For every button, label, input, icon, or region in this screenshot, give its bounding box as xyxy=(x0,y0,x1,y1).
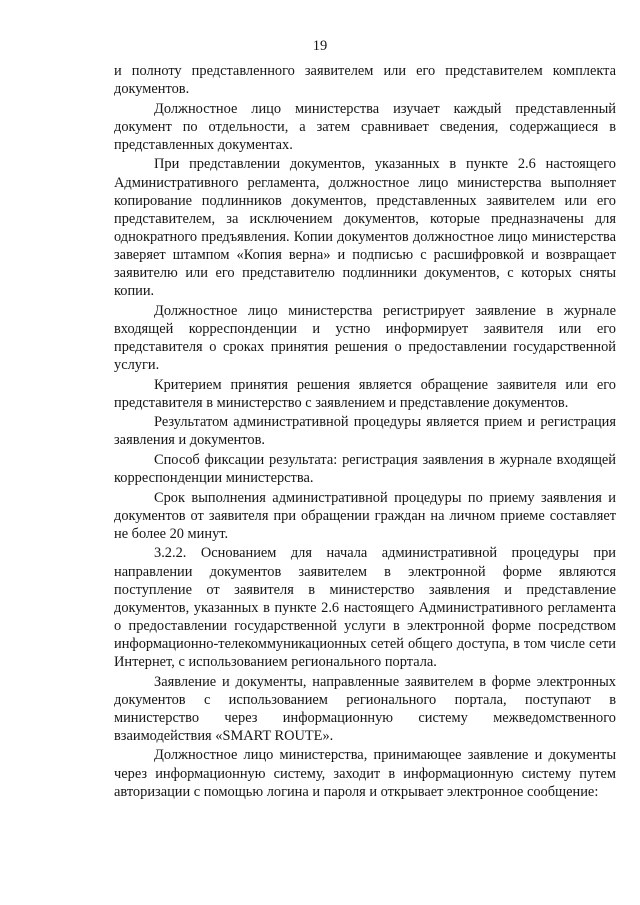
page-number: 19 xyxy=(312,38,328,54)
paragraph: Должностное лицо министерства изучает каждый представленный документ по отдельности, а затем сравнивает сведения, содержащиеся в представленных документах. xyxy=(114,100,616,153)
paragraph: 3.2.2. Основанием для начала административной процедуры при направлении документов заявителем в электронной форме являются поступление от заявителя в министерство заявления и представление документов, указанных в пункте 2.6 настоящего Административного регламента о предоставлении государственной услуги в электронной форме посредством информационно-телекоммуникационных сетей общего доступа, в том числе сети Интернет, с использованием регионального портала. xyxy=(114,545,616,670)
paragraph: Должностное лицо министерства регистрирует заявление в журнале входящей корреспонденции и устно информирует заявителя или его представителя о сроках принятия решения о предоставлении государственной услуги. xyxy=(114,302,616,373)
paragraph: и полноту представленного заявителем или его представителем комплекта документов. xyxy=(114,63,616,98)
paragraph: Должностное лицо министерства, принимающее заявление и документы через информационную систему, заходит в информационную систему путем авторизации с помощью логина и пароля и открывает электронное сообщение: xyxy=(114,747,616,800)
paragraph: Критерием принятия решения является обращение заявителя или его представителя в министерство с заявлением и представление документов. xyxy=(114,376,616,411)
paragraph: При представлении документов, указанных в пункте 2.6 настоящего Административного регламента, должностное лицо министерства выполняет копирование подлинников документов, представленных заявителем или его представителем, за исключением документов, которые предназначены для однократного предъявления. Копии документов должностное лицо министерства заверяет штампом «Копия верна» и подписью с расшифровкой и возвращает заявителю или его представителю подлинники документов, с которых сняты копии. xyxy=(114,156,616,300)
paragraph: Способ фиксации результата: регистрация заявления в журнале входящей корреспонденции министерства. xyxy=(114,451,616,487)
paragraph: Результатом административной процедуры является прием и регистрация заявления и документов. xyxy=(114,414,616,449)
paragraph: Срок выполнения административной процедуры по приему заявления и документов от заявителя при обращении граждан на личном приеме составляет не более 20 минут. xyxy=(114,489,616,542)
document-body xyxy=(114,62,616,802)
paragraph: Заявление и документы, направленные заявителем в форме электронных документов с использованием регионального портала, поступают в министерство через информационную систему межведомственного взаимодействия «SMART ROUTE». xyxy=(114,673,616,744)
